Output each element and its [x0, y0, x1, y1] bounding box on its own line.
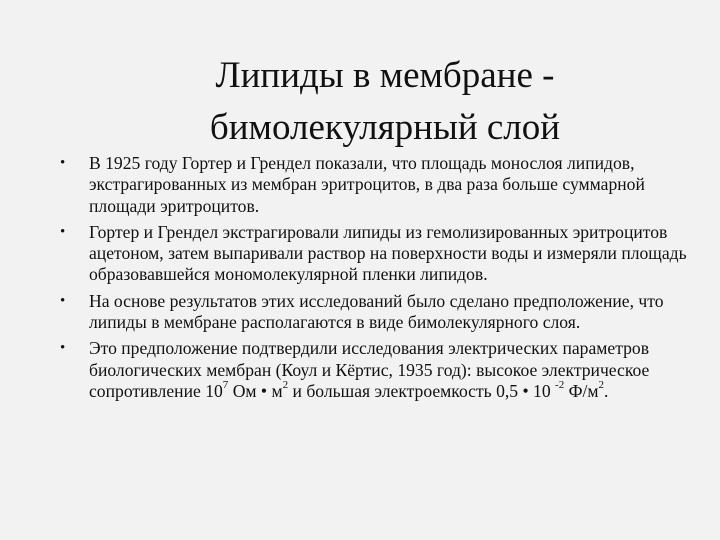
bullet-text: В 1925 году Гортер и Грендел показали, что площадь монослоя липидов, экстрагированных из мембран эритроцитов, в два раза больше суммарной площади эритроцитов. [89, 153, 645, 216]
title-line-1: Липиды в мембране - [215, 55, 555, 96]
bullet-text-part: Это предположение подтвердили исследования электрических параметров биологических мембран (Коул и Кёртис, 1935 год): высокое электрическое сопротивление 10 [89, 338, 650, 401]
bullet-item [60, 153, 700, 217]
title-line-2: бимолекулярный слой [209, 107, 561, 148]
bullet-text-part: . [604, 380, 609, 401]
exponent: 2 [598, 379, 605, 392]
bullet-text: На основе результатов этих исследований было сделано предположение, что липиды в мембране располагаются в виде бимолекулярного слоя. [89, 290, 664, 333]
bullet-dot-icon [60, 338, 65, 359]
exponent: 7 [222, 379, 229, 392]
bullet-list [60, 153, 700, 407]
bullet-dot-icon [60, 153, 65, 174]
bullet-text-part: Ф/м [564, 380, 599, 401]
bullet-item [60, 291, 700, 334]
exponent: 2 [282, 379, 289, 392]
bullet-text-part: и большая электроемкость 0,5 • 10 [288, 380, 556, 401]
bullet-item [60, 222, 700, 286]
bullet-text-part: Ом • м [228, 380, 283, 401]
bullet-item [60, 338, 700, 402]
bullet-dot-icon [60, 222, 65, 243]
bullet-text: Гортер и Грендел экстрагировали липиды из гемолизированных эритроцитов ацетоном, затем выпаривали раствор на поверхности воды и измеряли площадь образовавшейся мономолекулярной пленки липидов. [89, 221, 687, 285]
bullet-text [89, 338, 649, 401]
bullet-dot-icon [60, 291, 65, 312]
exponent: -2 [555, 379, 565, 392]
slide-title [110, 50, 660, 154]
